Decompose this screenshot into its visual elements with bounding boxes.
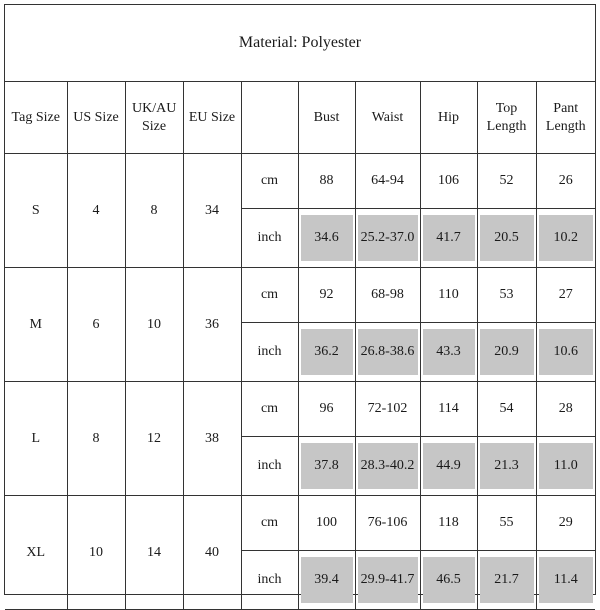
bust-cell: 88 bbox=[298, 154, 355, 209]
pant-length-cell bbox=[536, 209, 595, 268]
us-size-cell: 8 bbox=[67, 382, 125, 496]
bust-cell bbox=[298, 551, 355, 610]
waist-cell bbox=[355, 551, 420, 610]
bust-cell bbox=[298, 323, 355, 382]
uk-size-cell: 8 bbox=[125, 154, 183, 268]
pant-length-value: 10.2 bbox=[539, 215, 594, 261]
header-waist: Waist bbox=[355, 82, 420, 154]
top-length-value: 21.3 bbox=[480, 443, 534, 489]
header-eu-size: EU Size bbox=[183, 82, 241, 154]
top-length-cell bbox=[477, 437, 536, 496]
hip-cell bbox=[420, 323, 477, 382]
bust-value: 39.4 bbox=[301, 557, 353, 603]
header-top-length-label: Top Length bbox=[486, 100, 527, 134]
hip-cell: 110 bbox=[420, 268, 477, 323]
header-uk-au-size-label: UK/AU Size bbox=[132, 100, 177, 134]
pant-length-value: 11.0 bbox=[539, 443, 594, 489]
eu-size-cell: 38 bbox=[183, 382, 241, 496]
hip-cell: 118 bbox=[420, 496, 477, 551]
waist-cell bbox=[355, 209, 420, 268]
waist-cell bbox=[355, 323, 420, 382]
pant-length-value: 11.4 bbox=[539, 557, 594, 603]
header-pant-length-label: Pant Length bbox=[545, 100, 586, 134]
top-length-value: 20.9 bbox=[480, 329, 534, 375]
pant-length-cell: 29 bbox=[536, 496, 595, 551]
waist-value: 26.8-38.6 bbox=[358, 329, 418, 375]
eu-size-cell: 40 bbox=[183, 496, 241, 610]
bust-cell: 100 bbox=[298, 496, 355, 551]
table-row-l-cm bbox=[5, 382, 595, 437]
bust-cell: 96 bbox=[298, 382, 355, 437]
hip-cell bbox=[420, 209, 477, 268]
top-length-cell: 52 bbox=[477, 154, 536, 209]
header-top-length bbox=[477, 82, 536, 154]
top-length-value: 20.5 bbox=[480, 215, 534, 261]
waist-value: 28.3-40.2 bbox=[358, 443, 418, 489]
table-row-m-cm bbox=[5, 268, 595, 323]
eu-size-cell: 36 bbox=[183, 268, 241, 382]
eu-size-cell: 34 bbox=[183, 154, 241, 268]
chart-title: Material: Polyester bbox=[5, 5, 595, 82]
waist-value: 25.2-37.0 bbox=[358, 215, 418, 261]
bust-value: 37.8 bbox=[301, 443, 353, 489]
uk-size-cell: 12 bbox=[125, 382, 183, 496]
header-hip: Hip bbox=[420, 82, 477, 154]
unit-cell: cm bbox=[241, 154, 298, 209]
tag-size-cell: S bbox=[5, 154, 67, 268]
top-length-cell bbox=[477, 551, 536, 610]
bust-cell bbox=[298, 209, 355, 268]
unit-cell: inch bbox=[241, 323, 298, 382]
unit-cell: inch bbox=[241, 551, 298, 610]
top-length-cell bbox=[477, 323, 536, 382]
top-length-value: 21.7 bbox=[480, 557, 534, 603]
hip-value: 44.9 bbox=[423, 443, 475, 489]
uk-size-cell: 10 bbox=[125, 268, 183, 382]
unit-cell: cm bbox=[241, 382, 298, 437]
header-row bbox=[5, 82, 595, 154]
unit-cell: cm bbox=[241, 268, 298, 323]
pant-length-value: 10.6 bbox=[539, 329, 594, 375]
waist-cell: 76-106 bbox=[355, 496, 420, 551]
top-length-cell: 54 bbox=[477, 382, 536, 437]
waist-cell: 68-98 bbox=[355, 268, 420, 323]
us-size-cell: 6 bbox=[67, 268, 125, 382]
hip-value: 43.3 bbox=[423, 329, 475, 375]
us-size-cell: 4 bbox=[67, 154, 125, 268]
hip-value: 46.5 bbox=[423, 557, 475, 603]
tag-size-cell: XL bbox=[5, 496, 67, 610]
unit-cell: inch bbox=[241, 209, 298, 268]
top-length-cell: 55 bbox=[477, 496, 536, 551]
bust-cell bbox=[298, 437, 355, 496]
hip-cell bbox=[420, 551, 477, 610]
header-unit bbox=[241, 82, 298, 154]
header-bust: Bust bbox=[298, 82, 355, 154]
pant-length-cell: 27 bbox=[536, 268, 595, 323]
us-size-cell: 10 bbox=[67, 496, 125, 610]
pant-length-cell bbox=[536, 551, 595, 610]
table-row-s-cm bbox=[5, 154, 595, 209]
tag-size-cell: L bbox=[5, 382, 67, 496]
pant-length-cell: 26 bbox=[536, 154, 595, 209]
top-length-cell: 53 bbox=[477, 268, 536, 323]
size-chart bbox=[4, 4, 596, 595]
unit-cell: inch bbox=[241, 437, 298, 496]
header-uk-au-size bbox=[125, 82, 183, 154]
hip-cell bbox=[420, 437, 477, 496]
uk-size-cell: 14 bbox=[125, 496, 183, 610]
top-length-cell bbox=[477, 209, 536, 268]
header-us-size: US Size bbox=[67, 82, 125, 154]
pant-length-cell bbox=[536, 323, 595, 382]
pant-length-cell: 28 bbox=[536, 382, 595, 437]
waist-cell bbox=[355, 437, 420, 496]
table-row-xl-cm bbox=[5, 496, 595, 551]
pant-length-cell bbox=[536, 437, 595, 496]
hip-value: 41.7 bbox=[423, 215, 475, 261]
hip-cell: 106 bbox=[420, 154, 477, 209]
header-pant-length bbox=[536, 82, 595, 154]
header-tag-size: Tag Size bbox=[5, 82, 67, 154]
bust-value: 36.2 bbox=[301, 329, 353, 375]
waist-value: 29.9-41.7 bbox=[358, 557, 418, 603]
waist-cell: 64-94 bbox=[355, 154, 420, 209]
size-table bbox=[5, 82, 595, 610]
bust-value: 34.6 bbox=[301, 215, 353, 261]
waist-cell: 72-102 bbox=[355, 382, 420, 437]
hip-cell: 114 bbox=[420, 382, 477, 437]
bust-cell: 92 bbox=[298, 268, 355, 323]
tag-size-cell: M bbox=[5, 268, 67, 382]
unit-cell: cm bbox=[241, 496, 298, 551]
